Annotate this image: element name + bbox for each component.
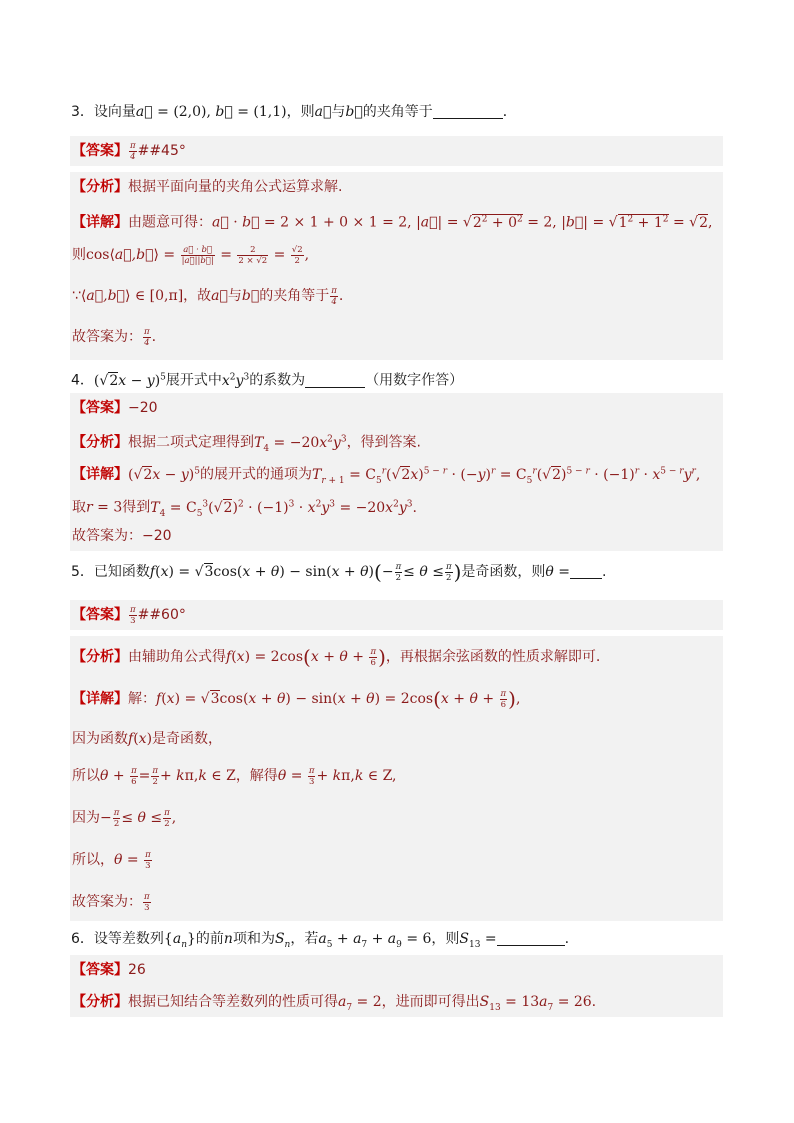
- q3-solution-block: [70, 172, 723, 360]
- q5-result-line: 所以，θ = $\frac{\pi}{3}$: [72, 849, 151, 871]
- answer-blank: [433, 104, 503, 119]
- q4-answer-line: 【答案】−20: [72, 400, 158, 416]
- q3-answer-line: 【答案】 $\frac{\pi}{4}$ ##45°: [72, 140, 186, 162]
- q5-solve-line: 所以θ + $\frac{\pi}{6}$ = $\frac{\pi}{2}$ + kπ,k ∈ Z，解得θ = $\frac{\pi}{3}$ + kπ,k ∈ Z,: [72, 765, 397, 787]
- q3-range-line: ∵⟨a⃗,b⃗⟩ ∈ [0,π]，故a⃗与b⃗的夹角等于 $\frac{\pi}{4}$ .: [72, 285, 344, 307]
- q3-detail-line: 【详解】由题意可得：a⃗ · b⃗ = 2 × 1 + 0 × 1 = 2, |a⃗| = $√2^2 + 0^2 = 2$, |b⃗| = $√1^2 + 1^2 = √2$,: [72, 214, 713, 231]
- answer-blank: [570, 564, 602, 579]
- answer-blank: [305, 373, 365, 388]
- q3-final-line: 故答案为： $\frac{\pi}{4}$ .: [72, 326, 157, 348]
- q6-analysis-line: 【分析】根据已知结合等差数列的性质可得$a_7 = 2$，进而即可得出$S_{13} = 13a_7 = 26$.: [72, 994, 597, 1013]
- q5-solution-block: [70, 636, 723, 921]
- question-5-stem: 5．已知函数f(x) = √3cos(x + θ) − sin(x + θ)(− $\frac{\pi}{2}$ ≤ θ ≤ $\frac{\pi}{2}$ )是奇函数，则θ = .: [71, 560, 607, 584]
- q5-odd-line: 因为函数f(x)是奇函数，: [72, 731, 223, 747]
- q5-final-line: 故答案为： $\frac{\pi}{3}$: [72, 891, 150, 913]
- question-3-stem: 3．设向量a⃗ = (2,0), b⃗ = (1,1)，则a⃗与b⃗的夹角等于 ．: [71, 104, 517, 120]
- q3-analysis-line: 【分析】根据平面向量的夹角公式运算求解.: [72, 179, 343, 195]
- q5-answer-line: 【答案】 $\frac{\pi}{3}$ ##60°: [72, 604, 186, 626]
- q4-solution-block: [70, 393, 723, 551]
- q5-range-line: 因为− $\frac{\pi}{2}$ ≤ θ ≤ $\frac{\pi}{2}$ ,: [72, 807, 177, 829]
- q6-solution-block: [70, 955, 723, 1017]
- q5-analysis-line: 【分析】由辅助角公式得f(x) = 2cos(x + θ + $\frac{\pi}{6}$ )，再根据余弦函数的性质求解即可.: [72, 645, 601, 669]
- q3-cos-line: 则cos⟨a⃗,b⃗⟩ = $\frac{a⃗ \cdot b⃗}{|a⃗||b⃗|}$ = $\frac{2}{2 \times √2}$ = $\frac{√2}{2}$ ,: [72, 244, 310, 266]
- q4-compute-line: 取r = 3得到$T_4 = C_5^3(√2)^2 \cdot (-1)^3 \cdot x^2y^3 = -20x^2y^3$.: [72, 499, 417, 519]
- question-6-stem: 6．设等差数列$\{a_n\}$的前n项和为$S_n$，若$a_5 + a_7 + a_9 = 6$，则$S_{13}$ = .: [71, 931, 570, 950]
- question-4-stem: 4．$(√2x - y)^5$展开式中$x^2y^3$的系数为 （用数字作答）: [71, 372, 464, 389]
- q5-detail-line: 【详解】解：f(x) = √3cos(x + θ) − sin(x + θ) = 2cos(x + θ + $\frac{\pi}{6}$ ),: [72, 687, 521, 711]
- answer-blank: [497, 931, 565, 946]
- q3-answer-block: [70, 136, 723, 166]
- q4-analysis-line: 【分析】根据二项式定理得到$T_4 = -20x^2y^3$，得到答案.: [72, 434, 422, 454]
- q4-final-line: 故答案为：−20: [72, 528, 172, 544]
- q5-answer-block: [70, 600, 723, 630]
- q6-answer-line: 【答案】26: [72, 962, 146, 978]
- q4-detail-line: 【详解】$(√2x - y)^5$的展开式的通项为$T_{r + 1} = C_5^r(√2x)^{5 - r} \cdot (-y)^r = C_5^r(√2)^{5 - r} \cdot (-1)^r \cdot x^{5 - r}y^r$,: [72, 466, 701, 486]
